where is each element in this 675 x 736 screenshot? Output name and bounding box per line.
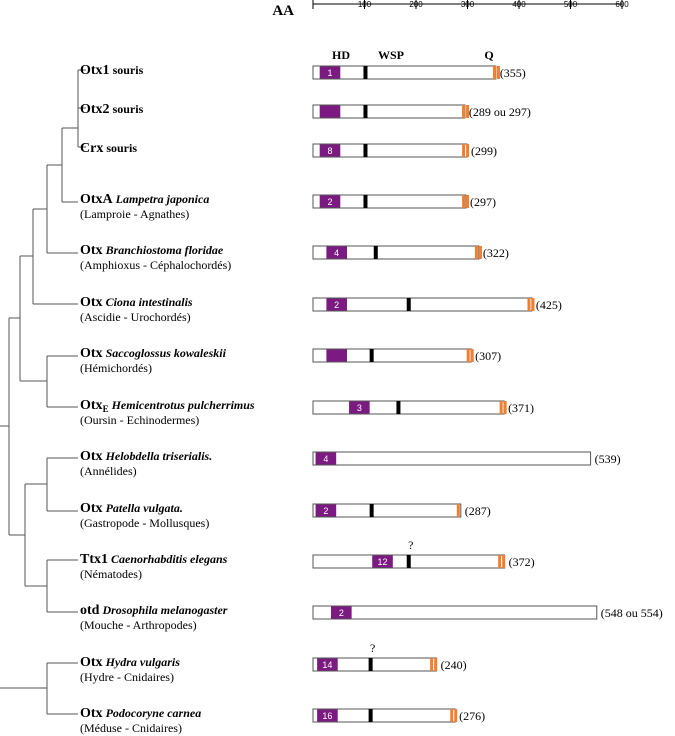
protein-row — [80, 449, 621, 478]
scale-tick-label: 600 — [615, 0, 629, 9]
species-name: Caenorhabditis elegans — [108, 552, 228, 566]
q-motif-stripe — [454, 709, 457, 722]
protein-name: Ttx1 — [80, 552, 108, 567]
protein-label — [80, 655, 180, 670]
protein-row — [80, 538, 535, 581]
protein-row — [80, 501, 491, 530]
protein-name: Otx — [80, 398, 103, 413]
protein-label — [80, 141, 137, 156]
uncertain-mark: ? — [369, 641, 376, 655]
protein-name: Otx — [80, 346, 103, 361]
protein-row — [80, 603, 663, 632]
protein-name: Otx — [80, 501, 103, 516]
protein-label — [80, 192, 209, 207]
length-label: (425) — [535, 298, 562, 312]
q-motif-stripe — [467, 349, 470, 362]
length-label: (548 ou 554) — [600, 606, 663, 620]
wsp-motif — [374, 246, 378, 259]
species-name: Ciona intestinalis — [102, 295, 193, 309]
scale-tick-label: 500 — [563, 0, 578, 9]
length-label: (297) — [469, 195, 496, 209]
species-name: Helobdella triserialis. — [102, 449, 213, 463]
homeodomain — [326, 350, 347, 362]
q-motif-stripe — [462, 144, 465, 157]
protein-name: Otx1 — [80, 63, 110, 78]
protein-name: Otx — [80, 655, 103, 670]
q-motif-stripe — [466, 144, 469, 157]
length-label: (539) — [594, 452, 621, 466]
length-label: (355) — [499, 66, 526, 80]
protein-name: Otx2 — [80, 102, 110, 117]
homeodomain-number: 2 — [334, 300, 340, 310]
uncertain-mark: ? — [408, 538, 414, 552]
protein-rows — [80, 63, 663, 735]
species-name: Drosophila melanogaster — [99, 603, 228, 617]
species-name: souris — [109, 102, 144, 116]
homeodomain-number: 16 — [322, 711, 333, 721]
protein-name: Otx — [80, 243, 103, 258]
protein-row — [80, 192, 496, 221]
homeodomain-number: 2 — [338, 608, 344, 618]
homeodomain-number: 2 — [327, 197, 333, 207]
protein-label — [80, 102, 144, 117]
homeodomain-number: 4 — [334, 248, 340, 258]
q-header: Q — [484, 48, 494, 62]
q-motif-stripe — [504, 401, 507, 414]
q-motif-stripe — [434, 658, 437, 671]
length-label: (299) — [470, 144, 497, 158]
q-motif-stripe — [430, 658, 433, 671]
length-label: (307) — [475, 349, 502, 363]
scale-tick-label: 100 — [357, 0, 372, 9]
q-motif-stripe — [457, 504, 460, 517]
taxon-group: (Mouche - Arthropodes) — [80, 618, 197, 632]
length-label: (372) — [508, 555, 535, 569]
scale-label: AA — [272, 3, 294, 19]
protein-label — [80, 552, 228, 567]
q-motif-stripe — [498, 555, 501, 568]
protein-row — [80, 706, 485, 735]
wsp-motif — [363, 144, 367, 157]
species-name: Podocoryne carnea — [102, 706, 202, 720]
protein-row — [80, 243, 509, 272]
taxon-group: (Hémichordés) — [80, 361, 152, 375]
wsp-motif — [396, 401, 400, 414]
species-name: Branchiostoma floridae — [102, 243, 224, 257]
homeodomain-number: 14 — [322, 660, 333, 670]
protein-row — [80, 102, 531, 119]
taxon-group: (Annélides) — [80, 464, 137, 478]
protein-label — [80, 63, 144, 78]
protein-row — [80, 398, 534, 427]
protein-bar — [313, 452, 591, 465]
homeodomain-number: 12 — [377, 557, 388, 567]
protein-name: OtxA — [80, 192, 113, 207]
taxon-group: (Hydre - Cnidaires) — [80, 670, 174, 684]
protein-name: Otx — [80, 706, 103, 721]
protein-name: Otx — [80, 295, 103, 310]
species-name: Hemicentrotus pulcherrimus — [108, 398, 255, 412]
protein-row — [80, 141, 497, 158]
species-name: Lampetra japonica — [112, 192, 210, 206]
q-motif-stripe — [471, 349, 474, 362]
protein-label — [80, 243, 224, 258]
protein-name: Otx — [80, 449, 103, 464]
taxon-group: (Lamproie - Agnathes) — [80, 207, 190, 221]
wsp-header: WSP — [377, 48, 405, 62]
wsp-motif — [363, 195, 367, 208]
phylogenetic-tree — [0, 70, 86, 714]
length-label: (287) — [464, 504, 491, 518]
q-motif-stripe — [475, 246, 478, 259]
species-name: Patella vulgata. — [102, 501, 183, 515]
species-name: Saccoglossus kowaleskii — [102, 346, 226, 360]
protein-label — [80, 449, 212, 464]
hd-header: HD — [332, 48, 350, 62]
q-motif-stripe — [479, 246, 482, 259]
length-label: (240) — [440, 658, 467, 672]
taxon-group: (Ascidie - Urochordés) — [80, 310, 191, 324]
q-motif-stripe — [493, 66, 496, 79]
homeodomain-number: 1 — [327, 68, 333, 78]
taxon-group: (Oursin - Echinodermes) — [80, 413, 200, 427]
protein-label — [80, 706, 201, 721]
wsp-motif — [363, 105, 367, 118]
wsp-motif — [370, 504, 374, 517]
length-label: (371) — [508, 401, 535, 415]
q-motif-stripe — [531, 298, 534, 311]
q-motif-stripe — [502, 555, 505, 568]
length-label: (322) — [482, 246, 509, 260]
taxon-group: (Méduse - Cnidaires) — [80, 721, 182, 735]
taxon-group: (Amphioxus - Céphalochordés) — [80, 258, 232, 272]
taxon-group: (Gastropode - Mollusques) — [80, 516, 210, 530]
protein-row — [80, 295, 562, 324]
wsp-motif — [363, 66, 367, 79]
protein-name: otd — [80, 603, 100, 618]
scale-tick-label: 400 — [512, 0, 526, 9]
wsp-motif — [407, 298, 411, 311]
homeodomain-number: 8 — [327, 146, 333, 156]
protein-label — [80, 501, 183, 516]
homeodomain-number: 3 — [356, 403, 362, 413]
q-motif-stripe — [466, 195, 469, 208]
protein-bar — [313, 66, 496, 79]
length-label: (276) — [459, 709, 486, 723]
homeodomain-number: 4 — [323, 454, 329, 464]
wsp-motif — [407, 555, 411, 568]
q-motif-stripe — [462, 195, 465, 208]
protein-bar — [313, 606, 597, 619]
protein-row — [80, 641, 467, 684]
q-motif-stripe — [462, 105, 465, 118]
scale-tick-label: 200 — [409, 0, 423, 9]
q-motif-stripe — [527, 298, 530, 311]
species-name: souris — [109, 63, 144, 77]
species-name: Hydra vulgaris — [102, 655, 180, 669]
length-label: (289 ou 297) — [468, 105, 531, 119]
wsp-motif — [369, 709, 373, 722]
q-motif-stripe — [450, 709, 453, 722]
protein-row — [80, 63, 526, 80]
wsp-motif — [370, 349, 374, 362]
scale-tick-label: 300 — [460, 0, 475, 9]
protein-name: Crx — [80, 141, 104, 156]
homeodomain-number: 2 — [323, 506, 329, 516]
protein-row — [80, 346, 501, 375]
homeodomain — [320, 106, 341, 118]
q-motif-stripe — [500, 401, 503, 414]
protein-label — [80, 603, 228, 618]
protein-name-subscript: E — [102, 404, 109, 414]
wsp-motif — [369, 658, 373, 671]
protein-label — [80, 295, 193, 310]
species-name: souris — [103, 141, 138, 155]
protein-label — [80, 398, 255, 414]
protein-bar — [313, 401, 504, 414]
protein-label — [80, 346, 227, 361]
taxon-group: (Nématodes) — [80, 567, 142, 581]
